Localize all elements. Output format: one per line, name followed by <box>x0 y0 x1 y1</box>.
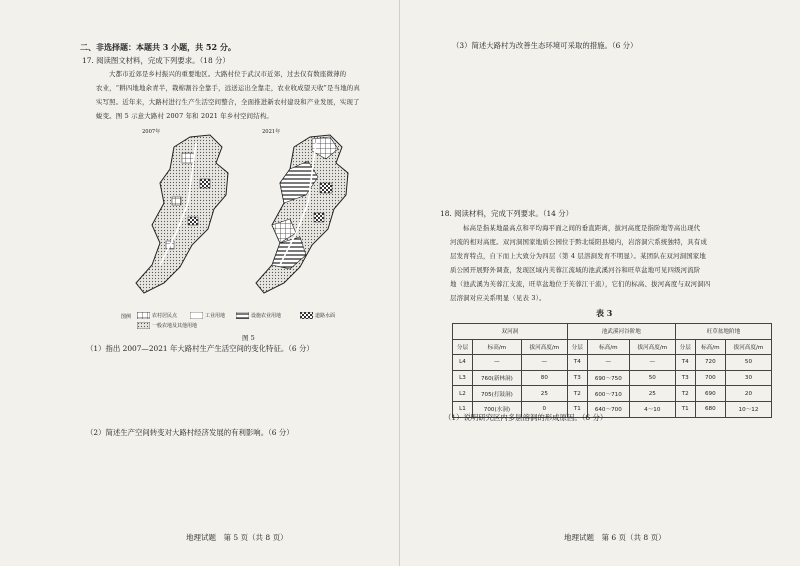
section-heading: 二、非选择题：本题共 3 小题，共 52 分。 <box>80 42 236 52</box>
q17-material-line: 实写照。近年来，大路村进行生产生活空间整合，全面推进新农村建设和产业发展，实现了 <box>96 98 360 106</box>
table-cell: 50 <box>725 355 771 371</box>
table-cell: 4～10 <box>629 401 675 417</box>
legend-item <box>236 312 281 319</box>
table-cell: T1 <box>675 401 695 417</box>
table-cell: 25 <box>521 386 567 402</box>
table-cell: 700(水洞) <box>472 401 521 417</box>
table-3 <box>452 323 772 418</box>
table-cell: T4 <box>567 355 587 371</box>
facility-agriculture-swatch-icon <box>236 312 249 319</box>
table-header: 拔河高度/m <box>521 339 567 355</box>
road-water-swatch-icon <box>300 312 313 319</box>
q18-prompt: 18. 阅读材料，完成下列要求。（14 分） <box>440 209 574 218</box>
table-cell: 0 <box>521 401 567 417</box>
page-6 <box>400 0 800 566</box>
table-cell: L3 <box>453 370 473 386</box>
table-header: 标高/m <box>587 339 629 355</box>
table-header-row <box>453 339 772 355</box>
rural-settlement-swatch-icon <box>137 312 150 319</box>
table-cell: T2 <box>567 386 587 402</box>
page-footer-right: 地理试题 第 6 页（共 8 页） <box>564 533 666 542</box>
q17-3: （3）简述大路村为改善生态环境可采取的措施。（6 分） <box>452 41 638 50</box>
table-cell: 680 <box>695 401 725 417</box>
table-cell: T2 <box>675 386 695 402</box>
table-header: 分层 <box>675 339 695 355</box>
table-header: 拔河高度/m <box>725 339 771 355</box>
table-cell: 30 <box>725 370 771 386</box>
table-group-row <box>453 324 772 340</box>
table-cell: 25 <box>629 386 675 402</box>
table-cell: 700 <box>695 370 725 386</box>
legend-item <box>300 312 335 319</box>
table-cell: T1 <box>567 401 587 417</box>
legend-item <box>137 312 177 319</box>
table-row <box>453 386 772 402</box>
table-cell: 640～700 <box>587 401 629 417</box>
table-cell: 690 <box>695 386 725 402</box>
table-header: 拔河高度/m <box>629 339 675 355</box>
table-group-header: 旺草盆地阶地 <box>675 324 771 340</box>
table-cell: — <box>521 355 567 371</box>
table-cell: 720 <box>695 355 725 371</box>
table-cell: 760(新林洞) <box>472 370 521 386</box>
table-cell: L4 <box>453 355 473 371</box>
table-cell: L1 <box>453 401 473 417</box>
q17-material-line: 大都市近郊是乡村振兴的重要地区。大路村位于武汉市近郊，过去仅有数座微薄的 <box>109 70 347 78</box>
table-cell: 20 <box>725 386 771 402</box>
table-header: 标高/m <box>695 339 725 355</box>
legend-item <box>190 312 225 319</box>
table-group-header: 池武溪河谷阶地 <box>567 324 675 340</box>
q17-2: （2）简述生产空间转变对大路村经济发展的有利影响。（6 分） <box>86 428 294 437</box>
legend-label: 设施农业用地 <box>251 313 282 319</box>
q17-material-line: 农业，“耕四地地余青半，栽棉割谷全靠手，远送运出全靠走，农业收成望天收”是当地的真 <box>96 84 360 92</box>
q17-prompt: 17. 阅读图文材料，完成下列要求。（18 分） <box>82 56 230 65</box>
village-maps <box>130 133 370 313</box>
table-cell: 690～750 <box>587 370 629 386</box>
map-2007-label: 2007年 <box>142 129 161 135</box>
q18-material-line: 质公园开展野外调查，发现区域内芙蓉江流域的池武溪河谷和旺草盆地可见四级河流阶 <box>450 266 701 274</box>
legend-label: 道路水面 <box>315 313 336 319</box>
figure-caption: 图 5 <box>242 334 255 342</box>
legend-label: 一般农地及其他用地 <box>152 323 198 329</box>
table-header: 标高/m <box>472 339 521 355</box>
table-header: 分层 <box>453 339 473 355</box>
table-cell: 10～12 <box>725 401 771 417</box>
table-cell: T3 <box>567 370 587 386</box>
q17-material-line: 蜕变。图 5 示意大路村 2007 年和 2021 年乡村空间结构。 <box>96 112 274 120</box>
table-row <box>453 355 772 371</box>
table-cell: 600～710 <box>587 386 629 402</box>
map-2007 <box>136 135 228 293</box>
q18-material-line: 河流的相对高度。双河洞国家地质公园位于黔北绥阳县境内，岩溶洞穴系统独特，具有成 <box>450 238 708 246</box>
q18-material-line: 标高是指某地最高点和平均海平面之间的垂直距离，拔河高度是指阶地等高出现代 <box>463 224 701 232</box>
legend-item <box>137 322 197 329</box>
legend-label: 工业用地 <box>205 313 226 319</box>
page-footer-left: 地理试题 第 5 页（共 8 页） <box>186 533 288 542</box>
q18-material-line: 层溶洞对应关系明显（见表 3）。 <box>450 294 546 302</box>
q18-material-line: 地（池武溪为芙蓉江支流，旺草盆地位于芙蓉江干流），它们的标高、拔河高度与双河洞四 <box>450 280 711 288</box>
table-cell: — <box>472 355 521 371</box>
table-cell: — <box>629 355 675 371</box>
table-cell: T3 <box>675 370 695 386</box>
industrial-land-swatch-icon <box>190 312 203 319</box>
q18-1: （1）说明研究区内多层溶洞的形成原因。（6 分） <box>444 413 608 422</box>
table-cell: T4 <box>675 355 695 371</box>
table-cell: — <box>587 355 629 371</box>
map-2021-label: 2021年 <box>262 129 281 135</box>
table-group-header: 双河洞 <box>453 324 568 340</box>
legend-title-text: 图例 <box>121 314 132 320</box>
table-cell: 50 <box>629 370 675 386</box>
table-cell: L2 <box>453 386 473 402</box>
table-header: 分层 <box>567 339 587 355</box>
table-title: 表 3 <box>596 308 613 318</box>
legend-label: 农村居民点 <box>152 313 178 319</box>
legend-title <box>121 313 131 320</box>
table-row <box>453 370 772 386</box>
general-farmland-swatch-icon <box>137 322 150 329</box>
table-cell: 80 <box>521 370 567 386</box>
q18-material-line: 层发育特点，自下而上大致分为四层（第 4 层溶洞发育不明显）。某团队在双河洞国家地 <box>450 252 706 260</box>
table-cell: 705(打鼓洞) <box>472 386 521 402</box>
q17-1: （1）指出 2007—2021 年大路村生产生活空间的变化特征。（6 分） <box>86 344 314 353</box>
map-2021 <box>256 135 348 293</box>
